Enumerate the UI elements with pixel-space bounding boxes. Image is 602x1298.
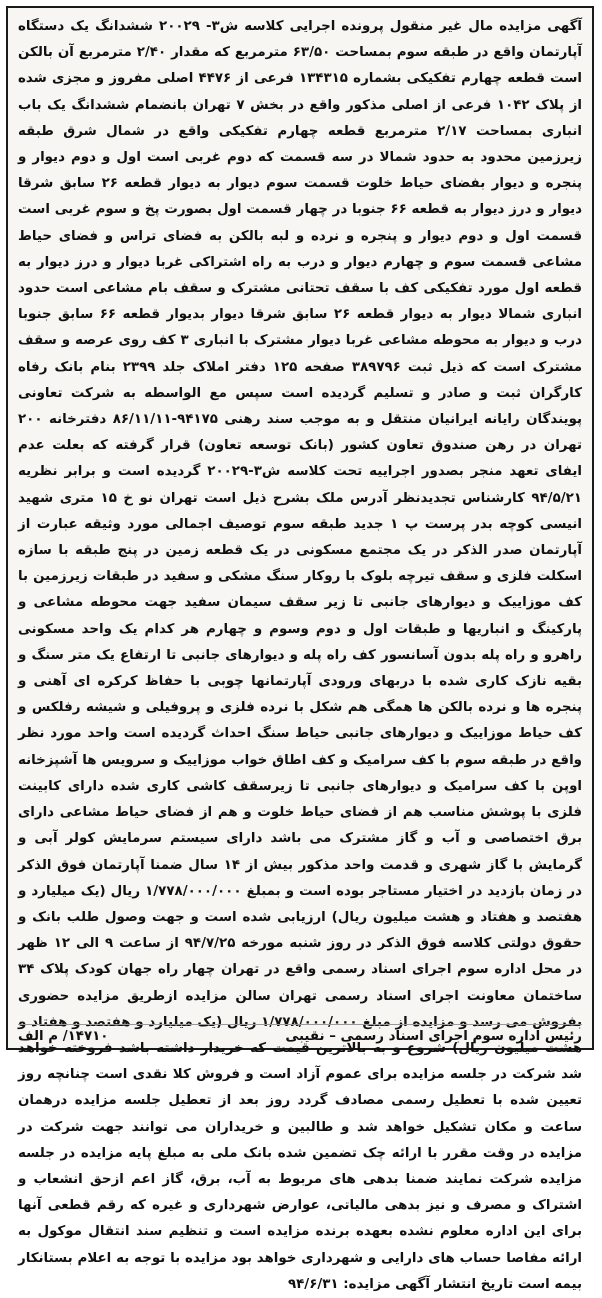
notice-reference: ۱۴۷۱۰/ م الف	[18, 1029, 109, 1044]
notice-signature: رئیس اداره سوم اجرای اسناد رسمی – نقیبی	[285, 1029, 582, 1044]
notice-footer	[18, 1024, 582, 1044]
notice-body: آگهی مزایده مال غیر منقول پرونده اجرایی کلاسه ش۳- ۲۰۰۲۹ ششدانگ یک دستگاه آپارتمان واقع در طبقه سوم بمساحت ۶۳/۵۰ مترمربع که مقدار ۲/۴۰ مترمربع آن بالکن است قطعه چهارم تفکیکی بشماره ۱۳۴۳۱۵ فرعی از ۴۴۷۶ اصلی مفروز و مجزی شده از پلاک ۱۰۴۲ فرعی از اصلی مذکور واقع در بخش ۷ تهران بانضمام ششدانگ یک باب انباری بمساحت ۲/۱۷ مترمربع قطعه چهارم تفکیکی واقع در شمال شرق طبقه زیرزمین محدود به حدود شمالا در سه قسمت که دوم غربی است اول و دوم دیوار و پنجره و دیوار بفضای حیاط خلوت قسمت سوم دیوار به دیوار قطعه ۲۶ سابق شرقا دیوار و درز دیوار به قطعه ۶۶ جنوبا در چهار قسمت اول بصورت پخ و سوم غربی است قسمت اول و دوم دیوار و پنجره و نرده و لبه بالکن به فضای تراس و فضای حیاط مشاعی قسمت سوم و چهارم دیوار و درب به راه اشتراکی غربا دیوار و درز دیوار به قطعه اول مورد تفکیکی کف با سقف تحتانی مشترک و سقف بام مشاعی است حدود انباری شمالا دیوار به دیوار قطعه ۲۶ سابق شرقا دیوار بدیوار قطعه ۶۶ سابق جنوبا درب و دیوار به محوطه مشاعی غربا دیوار مشترک با انباری ۳ کف روی عرصه و سقف مشترک است که ذیل ثبت ۳۸۹۷۹۶ صفحه ۱۲۵ دفتر املاک جلد ۲۳۹۹ بنام بانک رفاه کارگران ثبت و صادر و تسلیم گردیده است سپس مع الواسطه به شرکت تعاونی پویندگان رایانه ایرانیان منتقل و به موجب سند رهنی ۹۴۱۷۵-۸۶/۱۱/۱۱ دفترخانه ۲۰۰ تهران در رهن صندوق تعاون کشور (بانک توسعه تعاون) قرار گرفته که بعلت عدم ایفای تعهد منجر بصدور اجراییه تحت کلاسه ش۳-۲۰۰۲۹ گردیده است و برابر نظریه ۹۴/۵/۲۱ کارشناس تجدیدنظر آدرس ملک بشرح ذیل است تهران نو خ ۱۵ متری شهید انیسی کوچه بدر پرست پ ۱ جدید طبقه سوم توصیف اجمالی مورد وثیقه عبارت از آپارتمان صدر الذکر در یک مجتمع مسکونی در یک قطعه زمین در پنج طبقه با سازه اسکلت فلزی و سقف تیرچه بلوک با روکار سنگ مشکی و سفید در طبقات زیرزمین با کف موزاییک و دیوارهای جانبی تا زیر سقف سیمان سفید جهت محوطه مشاعی و پارکینگ و انباریها و طبقات اول و دوم وسوم و چهارم هر کدام یک واحد مسکونی راهرو و راه پله بدون آسانسور کف راه پله و دیوارهای جانبی تا ارتفاع یک متر سنگ و بقیه نازک کاری شده با دربهای ورودی آپارتمانها چوبی با حفاظ کرکره ای آهنی و پنجره ها و نرده بالکن ها همگی هم شکل با نرده فلزی و پروفیلی و شیشه رفلکس و کف حیاط موزاییک و دیوارهای جانبی حیاط سنگ احداث گردیده است واحد مورد نظر واقع در طبقه سوم با کف سرامیک و کف اطاق خواب موزاییک و سرویس ها آشپزخانه اوپن با کف سرامیک و دیوارهای جانبی تا زیرسقف کاشی کاری شده دارای کابینت فلزی با پوشش مناسب هم از فضای حیاط خلوت و هم از فضای حیاط مشاعی دارای برق اختصاصی و آب و گاز مشترک می باشد دارای سیستم سرمایش کولر آبی و گرمایش با گاز شهری و قدمت واحد مذکور بیش از ۱۴ سال ضمنا آپارتمان فوق الذکر در زمان بازدید در اختیار مستاجر بوده است و بمبلغ ۱/۷۷۸/۰۰۰/۰۰۰ ریال (یک میلیارد و هفتصد و هفتاد و هشت میلیون ریال) ارزیابی شده است و جهت وصول طلب بانک و حقوق دولتی کلاسه فوق الذکر در روز شنبه مورخه ۹۴/۷/۲۵ از ساعت ۹ الی ۱۲ ظهر در محل اداره سوم اجرای اسناد رسمی واقع در تهران چهار راه جهان کودک پلاک ۳۴ ساختمان معاونت اجرای اسناد رسمی تهران سالن مزایده ازطریق مزایده حضوری بفروش می رسد و مزایده از مبلغ ۱/۷۷۸/۰۰۰/۰۰۰ ریال (یک میلیارد و هفتصد و هفتاد و هشت میلیون ریال) شروع و به بالاترین قیمت که خریدار داشته باشد فروخته خواهد شد شرکت در جلسه مزایده برای عموم آزاد است و فروش کلا نقدی است چنانچه روز تعیین شده با تعطیل رسمی مصادف گردد روز بعد از تعطیل جلسه مزایده درهمان ساعت و مکان تشکیل خواهد شد و طالبین و خریداران می توانند جهت شرکت در مزایده در وقت مقرر با ارائه چک تضمین شده بانک ملی به مبلغ پایه مزایده در جلسه مزایده شرکت نمایند ضمنا بدهی های مربوط به آب، برق، گاز اعم ازحق انشعاب و اشتراک و مصرف و نیز بدهی مالیاتی، عوارض شهرداری و غیره که رقم قطعی آنها برای این اداره معلوم نشده بعهده برنده مزایده است و تنظیم سند انتقال موکول به ارائه مفاصا حساب های دارایی و شهرداری خواهد بود مزایده با توجه به اعلام بستانکار بیمه است تاریخ انتشار آگهی مزایده: ۹۴/۶/۳۱	[18, 19, 583, 1292]
auction-notice	[6, 6, 594, 1292]
